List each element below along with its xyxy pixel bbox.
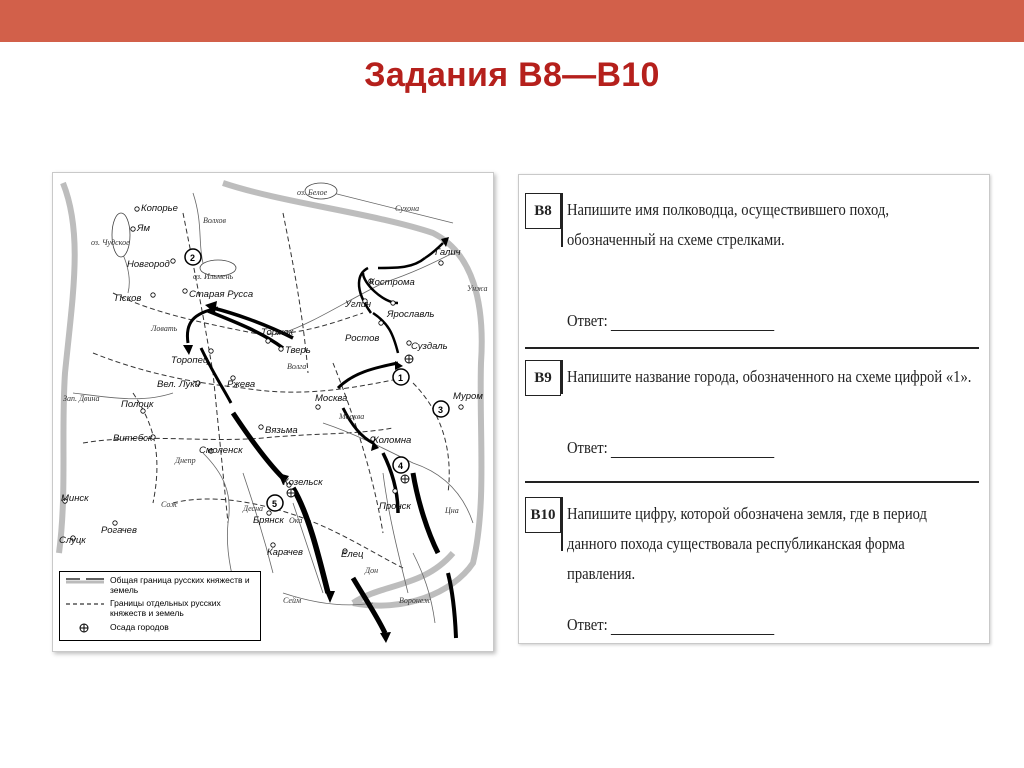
task-question: Напишите имя полководца, осуществившего поход, обозначенный на схеме стрелками. [567,200,889,249]
svg-text:Коломна: Коломна [373,435,412,446]
svg-text:3: 3 [438,405,444,415]
task-id-badge: В10 [525,497,561,533]
svg-text:1: 1 [398,373,404,383]
svg-text:Рогачев: Рогачев [101,525,137,536]
svg-text:Москва: Москва [315,393,348,404]
svg-text:Торопец: Торопец [171,355,209,366]
svg-text:Старая Русса: Старая Русса [189,289,254,300]
svg-text:Вел. Луки: Вел. Луки [157,379,200,390]
top-accent-bar [0,0,1024,42]
legend-label: Общая граница русских княжеств и земель [110,575,250,595]
answer-label: Ответ: [567,615,608,634]
svg-text:Воронеж: Воронеж [399,596,431,605]
svg-text:Углич: Углич [345,299,371,310]
task-id-badge: В9 [525,360,561,396]
svg-text:Минск: Минск [61,493,89,504]
svg-text:Ока: Ока [289,516,303,525]
arrow-south-east [413,473,438,553]
legend-row-siege [64,622,250,632]
svg-text:Пронск: Пронск [379,501,411,512]
svg-text:Сухона: Сухона [395,204,420,213]
svg-text:Зап. Двина: Зап. Двина [63,394,100,403]
answer-field[interactable] [567,438,775,458]
svg-text:Ярославль: Ярославль [387,309,435,320]
svg-text:Дон: Дон [365,566,379,575]
svg-text:Днепр: Днепр [175,456,196,465]
svg-text:Ловать: Ловать [151,324,178,333]
svg-text:Тверь: Тверь [285,345,311,356]
legend-label: Осада городов [110,622,169,632]
svg-text:Ям: Ям [137,223,150,234]
svg-text:Брянск: Брянск [253,515,284,526]
svg-text:Суздаль: Суздаль [411,341,448,352]
legend-label: Границы отдельных русских княжеств и земель [110,598,221,618]
svg-text:Волхов: Волхов [203,216,226,225]
svg-text:Сейм: Сейм [283,596,302,605]
svg-text:Десна: Десна [243,504,264,513]
svg-text:оз. Белое: оз. Белое [297,188,328,197]
svg-text:Новгород: Новгород [127,259,170,270]
svg-text:Кострома: Кострома [369,277,415,288]
task-id-badge: В8 [525,193,561,229]
svg-text:4: 4 [398,461,404,471]
legend-border-separate-icon [64,598,110,608]
svg-text:Вязьма: Вязьма [265,425,298,436]
svg-text:Муром: Муром [453,391,483,402]
answer-label: Ответ: [567,311,608,330]
svg-text:оз. Чудское: оз. Чудское [91,238,130,247]
answer-line[interactable] [611,441,774,458]
lake-chudskoe [112,213,130,257]
historical-map [52,172,494,652]
svg-text:Ржева: Ржева [227,379,256,390]
svg-text:Волга: Волга [287,362,307,371]
svg-text:Полоцк: Полоцк [121,399,154,410]
slide-title: Задания В8—В10 [364,56,660,94]
svg-text:Цна: Цна [445,506,459,515]
answer-field[interactable] [567,615,775,635]
arrow-kozelsk-south [293,488,328,593]
answer-field[interactable] [567,311,775,331]
answer-line[interactable] [611,314,774,331]
siege-icon [64,622,110,632]
svg-text:Ростов: Ростов [345,333,380,344]
legend-border-common-icon [64,575,110,585]
task-divider [561,497,563,551]
task-divider [561,193,563,247]
svg-text:Витебск: Витебск [113,433,153,444]
svg-text:Смоленск: Смоленск [199,445,243,456]
svg-text:Псков: Псков [115,293,142,304]
svg-text:Торжок: Торжок [261,327,294,338]
answer-label: Ответ: [567,438,608,457]
svg-text:Сож: Сож [161,500,178,509]
svg-text:Копорье: Копорье [141,203,178,214]
svg-text:Козельск: Козельск [283,477,323,488]
svg-text:Елец: Елец [341,549,364,560]
svg-text:Унжа: Унжа [467,284,488,293]
svg-text:Москва: Москва [339,412,365,421]
task-question: Напишите цифру, которой обозначена земля, где в период данного похода существовала республиканская форма правления. [567,504,928,583]
task-question: Напишите название города, обозначенного на схеме цифрой «1». [567,367,972,386]
svg-text:оз. Ильмень: оз. Ильмень [193,272,234,281]
tasks-panel [518,174,990,644]
section-divider [525,347,979,349]
map-legend [59,571,261,641]
task-divider [561,360,563,394]
svg-text:5: 5 [272,499,278,509]
legend-row-separate-border [64,598,250,618]
svg-text:2: 2 [190,253,196,263]
svg-text:Галич: Галич [435,247,461,258]
section-divider [525,481,979,483]
legend-row-common-border [64,575,250,595]
answer-line[interactable] [611,618,774,635]
svg-text:Слуцк: Слуцк [59,535,86,546]
svg-text:Карачев: Карачев [267,547,303,558]
